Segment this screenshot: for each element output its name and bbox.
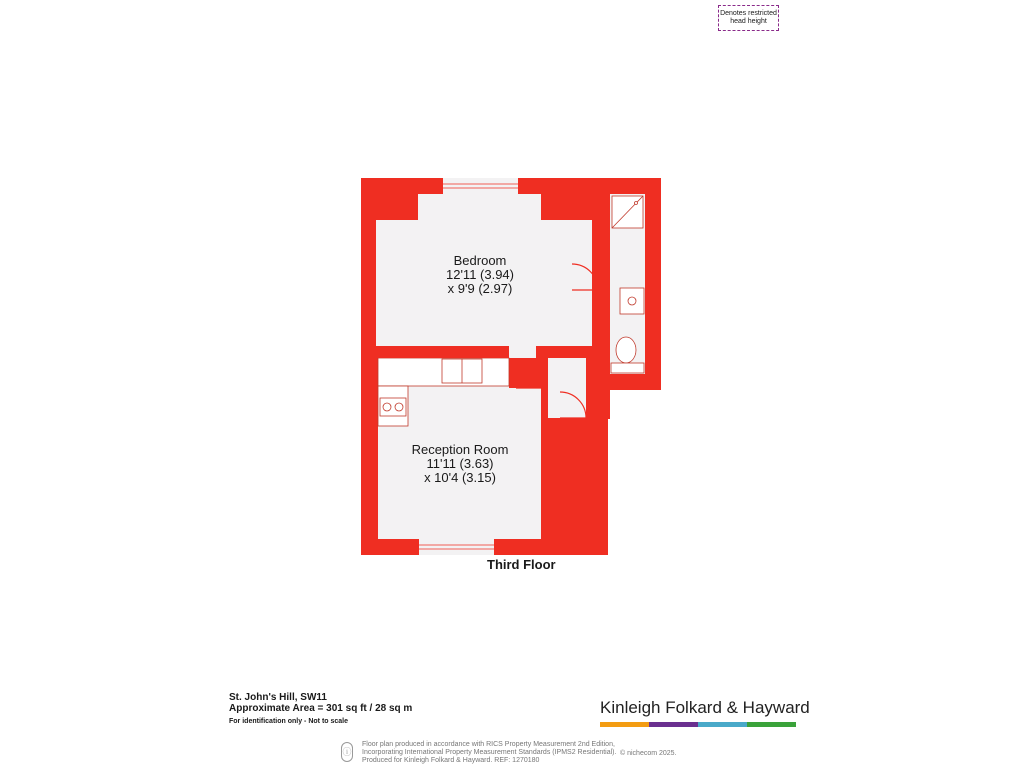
toilet [616,337,636,363]
lobby-floor [548,358,586,418]
reception-label [400,443,520,485]
property-area: Approximate Area = 301 sq ft / 28 sq m [229,703,413,714]
legend-line-2: head height [730,18,767,25]
brand-bar-orange [600,722,649,727]
bedroom-dimension-2: x 9'9 (2.97) [447,281,513,296]
footer-line-1: Floor plan produced in accordance with RICS Property Measurement 2nd Edition, [362,741,615,748]
brand-name: Kinleigh Folkard & Hayward [600,698,810,717]
footer-text [362,741,616,765]
wall-lobby-block [586,355,610,419]
restricted-head-height-legend [718,5,779,31]
reception-dimension-2: x 10'4 (3.15) [424,470,496,485]
property-address: St. John's Hill, SW11 [229,692,327,703]
floor-label: Third Floor [487,557,556,572]
brand-bar-blue [698,722,747,727]
footer-copyright: © nichecom 2025. [620,750,677,757]
legend-line-1: Denotes restricted [720,10,777,17]
bedroom-window [443,178,518,194]
reception-window [419,539,494,555]
brand-bar-green [747,722,796,727]
measurement-icon: ⓘ [341,742,353,762]
corridor-floor [509,346,536,358]
brand-color-bar [600,722,796,727]
footer-line-2: Incorporating International Property Measurement Standards (IPMS2 Residential). [362,749,617,756]
scale-note: For identification only - Not to scale [229,718,349,725]
reception-dimension-1: 11'11 (3.63) [426,456,494,471]
bedroom-name: Bedroom [453,253,507,268]
bedroom-dimension-1: 12'11 (3.94) [445,267,514,282]
footer-line-3: Produced for Kinleigh Folkard & Hayward. REF: 1270180 [362,757,540,764]
bedroom-label [430,254,530,296]
property-info [229,692,412,727]
brand-bar-purple [649,722,698,727]
reception-name: Reception Room [411,442,509,457]
